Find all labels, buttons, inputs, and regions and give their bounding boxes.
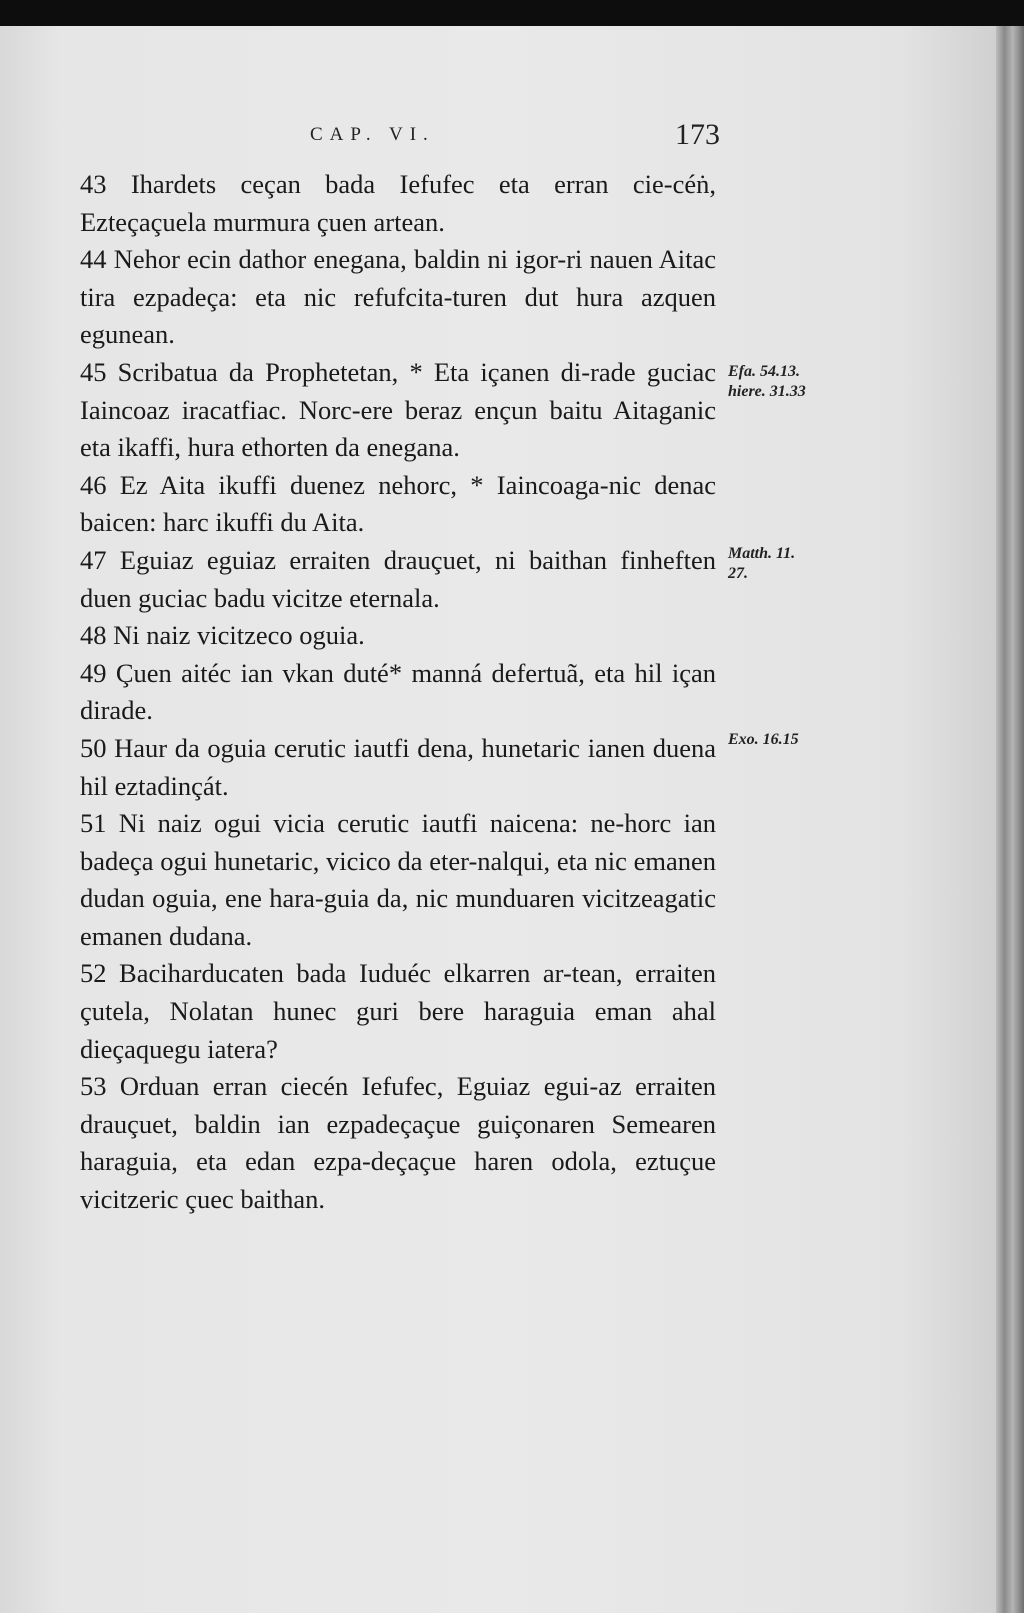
verse-number: 49 bbox=[80, 657, 107, 688]
verse-body: Eguiaz eguiaz erraiten drauçuet, ni baithan finheften duen guciac badu vicitze eternala. bbox=[80, 544, 717, 613]
page-number: 173 bbox=[675, 118, 720, 151]
verse-51 bbox=[80, 805, 716, 955]
verse-45 bbox=[80, 354, 716, 467]
margin-note-line: Efa. 54.13. bbox=[728, 363, 800, 380]
verse-43 bbox=[80, 166, 716, 241]
verse-47 bbox=[80, 542, 716, 617]
verse-number: 51 bbox=[80, 808, 107, 839]
verse-body: Scribatua da Prophetetan, * Eta içanen di-rade guciac Iaincoaz iracatfiac. Norc-ere beraz ençun baitu Aitaganic eta ikaffi, hura ethorten da enegana. bbox=[80, 356, 716, 463]
verse-49 bbox=[80, 655, 716, 730]
margin-note-line: Matth. 11. bbox=[728, 545, 796, 562]
verse-number: 47 bbox=[80, 544, 107, 575]
verse-number: 43 bbox=[80, 169, 107, 199]
verse-50 bbox=[80, 730, 716, 805]
verse-number: 45 bbox=[80, 356, 107, 387]
margin-note-exodus bbox=[728, 730, 799, 750]
verse-body: Nehor ecin dathor enegana, baldin ni igor-ri nauen Aitac tira ezpadeça: eta nic refufcita-turen dut hura azquen egunean. bbox=[80, 244, 716, 350]
verse-body: Haur da oguia cerutic iautfi dena, hunetaric ianen duena hil eztadinçát. bbox=[80, 732, 717, 801]
verse-number: 44 bbox=[80, 244, 107, 275]
verse-44 bbox=[80, 241, 716, 354]
verse-46 bbox=[80, 467, 716, 542]
chapter-heading: CAP. VI. bbox=[310, 124, 435, 145]
margin-note-matthew bbox=[728, 544, 795, 584]
margin-note-line: Exo. 16.15 bbox=[728, 731, 799, 748]
verse-48 bbox=[80, 617, 716, 655]
margin-note-line: 27. bbox=[728, 565, 748, 582]
page-header bbox=[80, 118, 720, 158]
verse-text-block bbox=[80, 166, 716, 1219]
verse-body: Ez Aita ikuffi duenez nehorc, * Iaincoaga-nic denac baicen: harc ikuffi du Aita. bbox=[80, 469, 716, 538]
book-spine bbox=[996, 26, 1024, 1613]
verse-number: 53 bbox=[80, 1071, 107, 1102]
verse-body: Baciharducaten bada Iuduéc elkarren ar-tean, erraiten çutela, Nolatan hunec guri bere haraguia eman ahal dieçaquegu iatera? bbox=[80, 958, 716, 1064]
verse-53 bbox=[80, 1068, 716, 1218]
verse-body: Ni naiz vicitzeco oguia. bbox=[113, 620, 365, 651]
verse-number: 50 bbox=[80, 732, 107, 763]
verse-number: 52 bbox=[80, 958, 107, 989]
verse-body: Çuen aitéc ian vkan duté* manná defertuã, eta hil içan dirade. bbox=[80, 657, 716, 726]
verse-number: 46 bbox=[80, 469, 107, 500]
margin-note-line: hiere. 31.33 bbox=[728, 383, 806, 400]
verse-body: Ihardets ceçan bada Iefufec eta erran cie-céṅ, Ezteçaçuela murmura çuen artean. bbox=[80, 169, 716, 237]
verse-number: 48 bbox=[80, 620, 107, 651]
margin-note-isaiah bbox=[728, 362, 806, 402]
verse-body: Ni naiz ogui vicia cerutic iautfi naicena: ne-horc ian badeça ogui hunetaric, vicico da eter-nalqui, eta nic emanen dudan oguia, ene hara-guia da, nic munduaren vicitzeagatic emanen dudana. bbox=[80, 808, 716, 951]
verse-body: Orduan erran ciecén Iefufec, Eguiaz egui-az erraiten drauçuet, baldin ian ezpadeçaçue guiçonaren Semearen haraguia, eta edan ezpa-deçaçue haren odola, eztuçue vicitzeric çuec baithan. bbox=[80, 1071, 716, 1215]
verse-52 bbox=[80, 955, 716, 1068]
